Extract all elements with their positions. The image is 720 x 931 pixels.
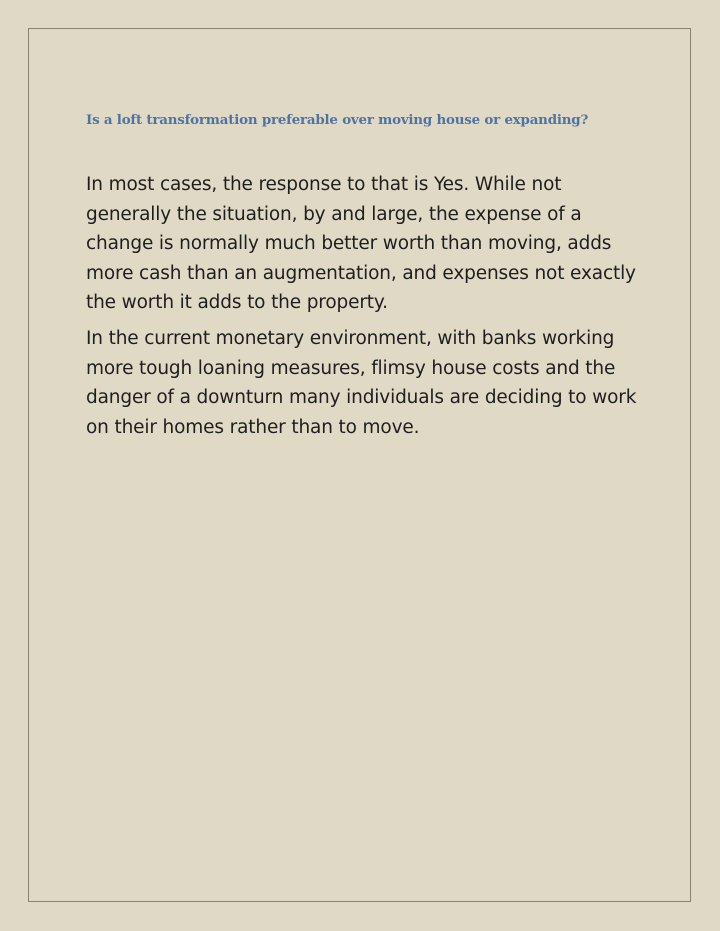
body-paragraph-2: In the current monetary environment, with banks working more tough loaning measures, flimsy house costs and the danger of a downturn many individuals are deciding to work on their homes rather than to move. (86, 328, 637, 438)
page-frame (28, 28, 691, 902)
document-heading: Is a loft transformation preferable over moving house or expanding? (86, 112, 589, 128)
body-paragraph-1: In most cases, the response to that is Yes. While not generally the situation, by and large, the expense of a change is normally much better worth than moving, adds more cash than an augmentation, and expenses not exactly the worth it adds to the property. (86, 174, 636, 313)
